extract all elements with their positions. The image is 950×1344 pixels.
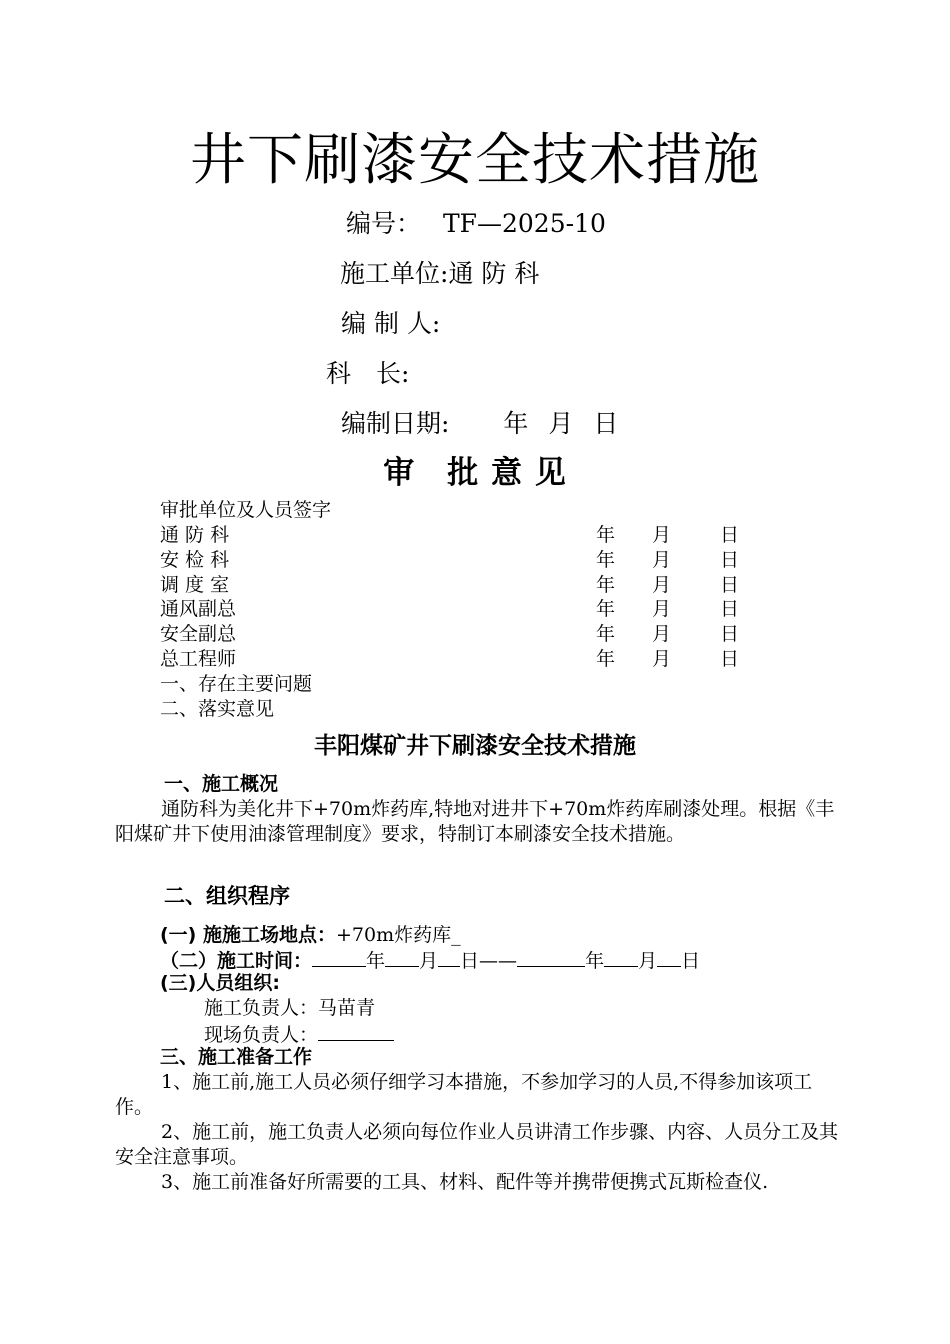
site-value: +70m炸药库_ — [335, 924, 461, 946]
approval-month: 月 — [652, 524, 672, 546]
unit-value: 通 防 科 — [448, 259, 540, 288]
issues-label: 一、存在主要问题 — [160, 673, 313, 695]
approval-year: 年 — [596, 574, 616, 596]
approval-row-name: 总工程师 — [160, 648, 237, 670]
approval-row-name: 通 防 科 — [160, 524, 230, 546]
blank-line — [385, 947, 419, 967]
measures-title: 丰阳煤矿井下刷漆安全技术措施 — [314, 733, 636, 759]
compiler-label: 编 制 人: — [341, 309, 441, 338]
blank-line — [312, 947, 366, 967]
prep-item: 1、施工前,施工人员必须仔细学习本措施，不参加学习的人员,不得参加该项工作。 — [115, 1071, 813, 1118]
approval-day: 日 — [720, 598, 740, 620]
leader-value: 马苗青 — [318, 997, 376, 1019]
time-day-start: 日—— — [460, 950, 518, 972]
unit-label: 施工单位: — [340, 259, 449, 288]
site-line — [160, 923, 461, 947]
date-year: 年 — [503, 409, 529, 438]
approval-month: 月 — [652, 648, 672, 670]
leader-line — [204, 996, 375, 1020]
approval-row-name: 通风副总 — [160, 598, 237, 620]
section2-heading: 二、组织程序 — [164, 884, 290, 908]
document-number — [346, 208, 606, 240]
blank-line — [318, 1021, 394, 1041]
site-leader-line — [204, 1021, 394, 1047]
approval-row-name: 调 度 室 — [160, 574, 230, 596]
approval-title: 审 批 意 见 — [383, 455, 567, 491]
approval-month: 月 — [652, 574, 672, 596]
prep-item: 3、施工前准备好所需要的工具、材料、配件等并携带便携式瓦斯检查仪. — [161, 1171, 769, 1193]
approval-year: 年 — [596, 623, 616, 645]
site-label: (一) 施施工场地点： — [160, 924, 336, 946]
date-day: 日 — [593, 409, 619, 438]
blank-line — [657, 947, 681, 967]
number-label: 编号： — [346, 209, 422, 238]
approval-month: 月 — [652, 598, 672, 620]
site-leader-label: 现场负责人： — [204, 1024, 319, 1046]
section1-text: 通防科为美化井下+70m炸药库,特地对进井下+70m炸药库刷漆处理。根据《丰阳煤矿井下使用油漆管理制度》要求，特制订本刷漆安全技术措施。 — [115, 798, 835, 845]
approval-year: 年 — [596, 598, 616, 620]
prep-item: 2、施工前，施工负责人必须向每位作业人员讲清工作步骤、内容、人员分工及其安全注意事项。 — [115, 1121, 839, 1168]
approval-year: 年 — [596, 524, 616, 546]
section3-heading: 三、施工准备工作 — [160, 1046, 313, 1068]
approval-day: 日 — [720, 648, 740, 670]
approval-day: 日 — [720, 574, 740, 596]
opinion-label: 二、落实意见 — [160, 698, 275, 720]
construction-unit — [340, 258, 539, 290]
time-year-end: 年 — [585, 950, 605, 972]
time-month-start: 月 — [419, 950, 439, 972]
number-value: TF—2025-10 — [442, 209, 606, 238]
approval-day: 日 — [720, 549, 740, 571]
blank-line — [604, 947, 638, 967]
approval-year: 年 — [596, 648, 616, 670]
section1-heading: 一、施工概况 — [164, 773, 279, 795]
approval-day: 日 — [720, 623, 740, 645]
approval-day: 日 — [720, 524, 740, 546]
time-label: （二）施工时间： — [160, 950, 313, 972]
chief-label: 科 长: — [326, 359, 410, 388]
approval-row-name: 安 检 科 — [160, 549, 230, 571]
blank-line — [517, 947, 585, 967]
staff-label: (三)人员组织: — [160, 972, 280, 994]
time-year-start: 年 — [366, 950, 386, 972]
time-day-end: 日 — [681, 950, 701, 972]
approval-year: 年 — [596, 549, 616, 571]
approval-month: 月 — [652, 549, 672, 571]
document-title: 井下刷漆安全技术措施 — [190, 128, 760, 193]
time-month-end: 月 — [638, 950, 658, 972]
time-line — [160, 947, 700, 973]
compile-date — [341, 408, 618, 440]
blank-line — [438, 947, 460, 967]
sign-label: 审批单位及人员签字 — [160, 499, 332, 521]
leader-label: 施工负责人： — [204, 997, 319, 1019]
approval-row-name: 安全副总 — [160, 623, 237, 645]
date-month: 月 — [548, 409, 574, 438]
date-label: 编制日期: — [341, 409, 450, 438]
approval-month: 月 — [652, 623, 672, 645]
